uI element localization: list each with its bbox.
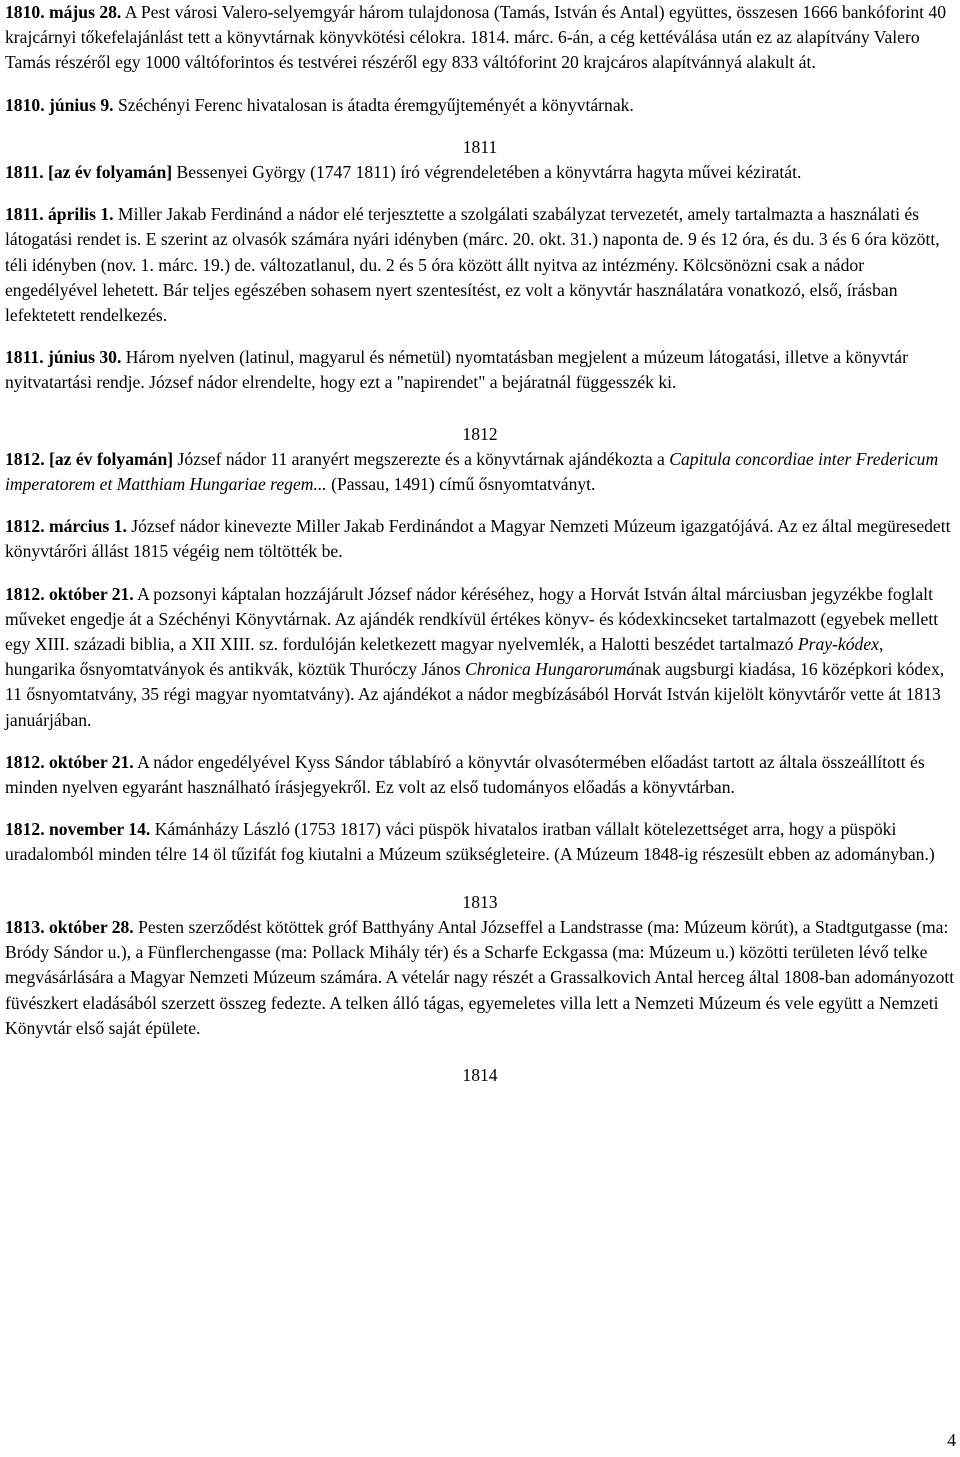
entry-date: 1812. november 14. xyxy=(5,819,151,840)
entry-text: Pesten szerződést kötöttek gróf Batthyány Antal Józseffel a Landstrasse (ma: Múzeum körút), a Stadtgutgasse (ma: Bródy Sándor u.), a Fünflerchengasse (ma: Pollack Mihály tér) és a Scharfe Eckgassa (ma: Múzeum u.) közötti területen lévő telke megvásárlására a Magyar Nemzeti Múzeum számára. A vételár nagy részét a Grassalkovich Antal herceg által 1808-ban adományozott füvészkert eladásából szerzett összeg fedezte. A telken álló tágas, egyemeletes villa lett a Nemzeti Múzeum és vele együtt a Nemzeti Könyvtár első saját épülete. xyxy=(5,916,955,1038)
entry-text: (Passau, 1491) című ősnyomtatványt. xyxy=(331,474,596,495)
entry-text: Miller Jakab Ferdinánd a nádor elé terjesztette a szolgálati szabályzat tervezetét, amely tartalmazta a használati és látogatási rendet is. E szerint az olvasók számára nyári idényben (márc. 20. okt. 31.) naponta de. 9 és 12 óra, és du. 3 és 6 óra között, téli idényben (nov. 1. márc. 19.) de. változatlanul, du. 2 és 5 óra között állt nyitva az intézmény. Kölcsönözni csak a nádor engedélyével lehetett. Bár teljes egészében sohasem nyert szentesítést, ez volt a könyvtár használatára vonatkozó, első, írásban lefektetett rendelkezés. xyxy=(5,204,940,326)
entry-1811-04-01 xyxy=(5,202,955,328)
codex-title: Pray-kódex xyxy=(797,634,879,655)
entry-date: 1812. [az év folyamán] xyxy=(5,448,174,469)
year-heading-1812: 1812 xyxy=(462,423,498,444)
entry-text: , hungarika ősnyomtatványok és antikvák, köztük Thuróczy János xyxy=(5,634,884,680)
document-page xyxy=(5,0,955,1088)
entry-1812-year xyxy=(5,447,955,497)
book-title: Capitula concordiae inter Fredericum imperatorem et Matthiam Hungariae regem... xyxy=(5,448,939,495)
entry-text: József nádor 11 aranyért megszerezte és a könyvtárnak ajándékozta a xyxy=(177,448,665,469)
entry-date: 1812. október 21. xyxy=(5,751,134,772)
entry-1813-10-28 xyxy=(5,915,955,1041)
entry-date: 1813. október 28. xyxy=(5,916,134,937)
entry-text: József nádor kinevezte Miller Jakab Ferdinándot a Magyar Nemzeti Múzeum igazgatójává. Az ez által megüresedett könyvtárőri állást 1815 végéig nem töltötték be. xyxy=(5,516,951,562)
entry-1812-10-21-a xyxy=(5,582,955,733)
entry-1812-11-14 xyxy=(5,817,955,867)
entry-date: 1810. május 28. xyxy=(5,2,122,22)
entry-1811-year xyxy=(5,160,955,185)
entry-1810-06-09 xyxy=(5,93,955,118)
entry-text: Három nyelven (latinul, magyarul és németül) nyomtatásban megjelent a múzeum látogatási, illetve a könyvtár nyitvatartási rendje. József nádor elrendelte, hogy ezt a "napirendet" a bejáratnál függesszék ki. xyxy=(5,347,908,393)
entry-date: 1811. június 30. xyxy=(5,347,122,368)
entry-text: nak augsburgi kiadása, 16 középkori kódex, 11 ősnyomtatvány, 35 régi magyar nyomtatvány). Az ajándékot a nádor megbízásából Horvát István kijelölt könyvtárőr vette át 1813 januárjában. xyxy=(5,659,945,730)
entry-text: Bessenyei György (1747 1811) író végrendeletében a könyvtárra hagyta művei kéziratát. xyxy=(176,162,802,183)
entry-date: 1812. március 1. xyxy=(5,516,127,537)
page-number: 4 xyxy=(947,1429,956,1450)
entry-text: A nádor engedélyével Kyss Sándor táblabíró a könyvtár olvasótermében előadást tartott az általa összeállított és minden nyelven egyaránt használható írásjegyekről. Ez volt az első tudományos előadás a könyvtárban. xyxy=(5,751,925,798)
entry-date: 1812. október 21. xyxy=(5,583,134,604)
entry-1811-06-30 xyxy=(5,345,955,395)
year-heading-1811: 1811 xyxy=(462,136,498,157)
entry-text: A pozsonyi káptalan hozzájárult József nádor kéréséhez, hogy a Horvát István által márciusban jegyzékbe foglalt műveket engedje át a Széchényi Könyvtárnak. Az ajándék rendkívül értékes könyv- és kódexkincseket tartalmazott (egyebek mellett egy XIII. századi biblia, a XII XIII. sz. fordulóján keletkezett magyar nyelvemlék, a Halotti beszédet tartalmazó xyxy=(5,583,939,655)
year-heading-1813: 1813 xyxy=(462,891,498,912)
entry-text: A Pest városi Valero-selyemgyár három tulajdonosa (Tamás, István és Antal) együttes, összesen 1666 bankóforint 40 krajcárnyi tőkefelajánlást tett a könyvtárnak könyvkötési célokra. 1814. márc. 6-án, a cég kettéválása után ez az alapítvány Valero Tamás részéről egy 1000 váltóforintos és testvérei részéről egy 833 váltóforint 20 krajcáros alapítvánnyá alakult át. xyxy=(5,2,947,73)
year-heading-1814: 1814 xyxy=(462,1064,498,1085)
entry-date: 1811. [az év folyamán] xyxy=(5,162,173,183)
entry-1812-10-21-b xyxy=(5,750,955,800)
entry-date: 1810. június 9. xyxy=(5,94,114,115)
entry-text: Kámánházy László (1753 1817) váci püspök hivatalos iratban vállalt kötelezettséget arra, hogy a püspöki uradalomból minden télre 14 öl tűzifát fog kiutalni a Múzeum szükségleteire. (A Múzeum 1848-ig részesült ebben az adományban.) xyxy=(5,819,935,865)
entry-1812-03-01 xyxy=(5,514,955,564)
entry-date: 1811. április 1. xyxy=(5,204,114,225)
entry-1810-05-28 xyxy=(5,0,955,76)
chronicle-title: Chronica Hungarorumá xyxy=(464,659,636,680)
entry-text: Széchényi Ferenc hivatalosan is átadta éremgyűjteményét a könyvtárnak. xyxy=(117,94,634,115)
